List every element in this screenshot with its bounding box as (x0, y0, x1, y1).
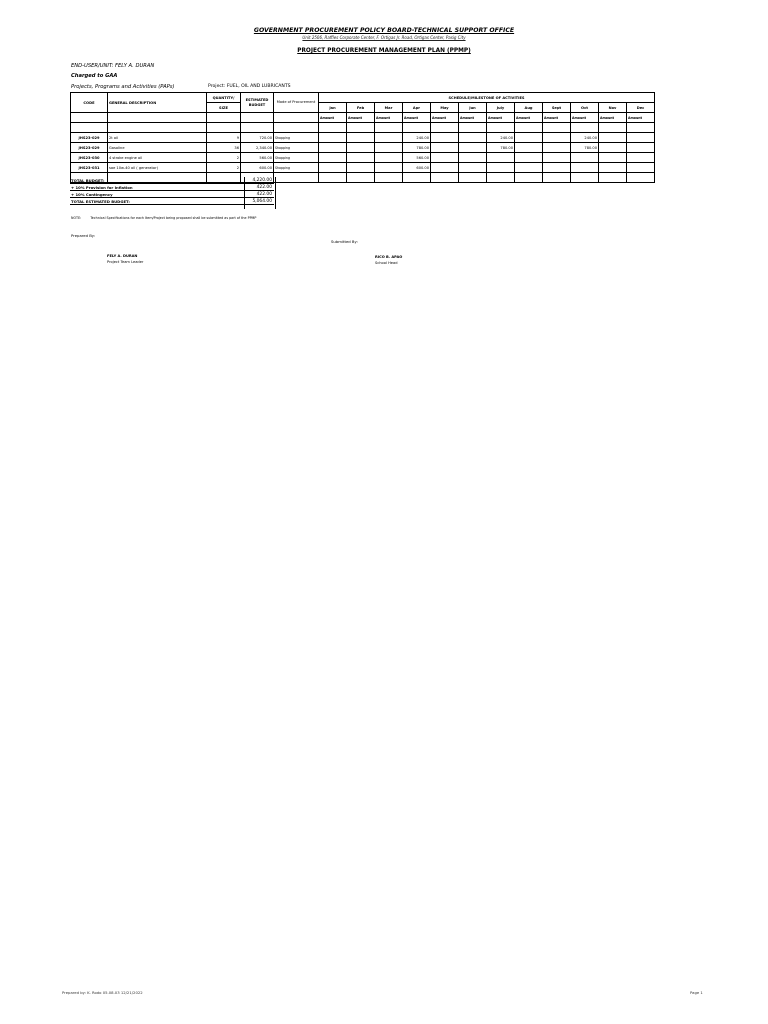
item-description: sae 10w-40 oil ( generator) (108, 163, 207, 173)
amount-label: Amount (515, 113, 543, 123)
month-amount (347, 143, 375, 153)
totals-value-box (244, 177, 276, 209)
note-label: NOTE: (71, 216, 82, 220)
amount-label: Amount (319, 113, 347, 123)
month-amount (431, 143, 459, 153)
item-mode: Shopping (274, 163, 319, 173)
month-header-aug: Aug (515, 103, 543, 113)
submitted-by-name: RICO B. APAO (375, 255, 403, 259)
amount-label: Amount (627, 113, 655, 123)
project-label: Project: FUEL, OIL AND LUBRICANTS (208, 84, 291, 89)
month-amount (319, 163, 347, 173)
month-amount (543, 163, 571, 173)
month-amount (487, 153, 515, 163)
item-budget: 600.00 (241, 163, 274, 173)
paps-label: Projects, Programs and Activities (PAPs) (71, 84, 175, 90)
month-amount (627, 153, 655, 163)
month-amount (515, 153, 543, 163)
inflation-label: + 10% Provision for Inflation (71, 185, 133, 190)
month-amount (599, 143, 627, 153)
submitted-by-label: Submitted By: (331, 239, 358, 244)
amount-label: Amount (431, 113, 459, 123)
month-amount (319, 143, 347, 153)
item-description: Gasoline (108, 143, 207, 153)
schedule-header: SCHEDULE/MILESTONE OF ACTIVITIES (319, 93, 655, 103)
month-amount: 240.00 (571, 133, 599, 143)
month-amount (459, 163, 487, 173)
month-header-feb: Feb (347, 103, 375, 113)
month-amount (599, 133, 627, 143)
item-mode: Shopping (274, 133, 319, 143)
item-code: JHS23-030 (71, 153, 108, 163)
ppmp-table (70, 92, 655, 183)
item-quantity: 2 (207, 163, 241, 173)
month-amount (627, 143, 655, 153)
end-user-label: END-USER/UNIT: FELY A. DURAN (71, 63, 155, 69)
month-amount (515, 143, 543, 153)
page-number: Page 1 (690, 990, 703, 995)
item-code: JHS23-029 (71, 133, 108, 143)
month-header-sept: Sept (543, 103, 571, 113)
month-amount (543, 153, 571, 163)
month-amount (571, 153, 599, 163)
col-size-header: SIZE (207, 103, 241, 113)
note (71, 216, 264, 220)
month-amount (459, 153, 487, 163)
month-amount (627, 163, 655, 173)
table-row (71, 143, 655, 153)
estimated-value: 5,064.00 (252, 199, 272, 204)
month-amount (543, 133, 571, 143)
col-mode-header: Mode of Procurement (274, 93, 319, 113)
item-mode: Shopping (274, 143, 319, 153)
month-amount (375, 133, 403, 143)
month-amount (515, 133, 543, 143)
table-row (71, 153, 655, 163)
item-description: 4 stroke engine oil (108, 153, 207, 163)
month-amount: 780.00 (487, 143, 515, 153)
month-amount (459, 133, 487, 143)
item-budget: 720.00 (241, 133, 274, 143)
month-amount (431, 133, 459, 143)
item-quantity: 9 (207, 133, 241, 143)
col-code-header: CODE (71, 93, 108, 113)
amount-label: Amount (347, 113, 375, 123)
month-amount (599, 163, 627, 173)
month-header-july: July (487, 103, 515, 113)
item-code: JHS23-031 (71, 163, 108, 173)
amount-label: Amount (459, 113, 487, 123)
note-text: Technical Specifications for each Item/Project being proposed shall be submitted as part of the PPMP (90, 216, 257, 220)
contingency-value: 422.00 (256, 192, 272, 197)
table-row (71, 163, 655, 173)
agency-title: GOVERNMENT PROCUREMENT POLICY BOARD-TECHNICAL SUPPORT OFFICE (253, 27, 515, 34)
month-amount (515, 163, 543, 173)
month-amount (375, 153, 403, 163)
amount-label: Amount (487, 113, 515, 123)
item-budget: 2,340.00 (241, 143, 274, 153)
month-amount: 600.00 (403, 163, 431, 173)
inflation-value: 422.00 (256, 185, 272, 190)
month-amount (375, 163, 403, 173)
month-header-jan: Jan (319, 103, 347, 113)
month-amount (459, 143, 487, 153)
charged-to-label: Charged to GAA (71, 73, 118, 79)
month-amount (319, 153, 347, 163)
month-header-nov: Nov (599, 103, 627, 113)
amount-label: Amount (375, 113, 403, 123)
month-header-apr: Apr (403, 103, 431, 113)
month-amount: 780.00 (571, 143, 599, 153)
month-amount (347, 163, 375, 173)
month-amount: 240.00 (487, 133, 515, 143)
month-amount (375, 143, 403, 153)
month-amount (347, 133, 375, 143)
item-code: JHS23-029 (71, 143, 108, 153)
col-qty-header: QUANTITY/ (207, 93, 241, 103)
contingency-label: + 10% Contingency (71, 192, 113, 197)
month-amount (543, 143, 571, 153)
month-amount (431, 163, 459, 173)
month-amount: 240.00 (403, 133, 431, 143)
plan-title: PROJECT PROCUREMENT MANAGEMENT PLAN (PPMP) (297, 48, 471, 54)
month-header-may: May (431, 103, 459, 113)
month-amount (627, 133, 655, 143)
month-amount (431, 153, 459, 163)
item-quantity: 36 (207, 143, 241, 153)
amount-label: Amount (571, 113, 599, 123)
item-description: 2t oil (108, 133, 207, 143)
month-header-mar: Mar (375, 103, 403, 113)
month-header-jun: Jun (459, 103, 487, 113)
total-budget-value: 4,220.00 (252, 178, 272, 183)
month-header-oct: Oct (571, 103, 599, 113)
item-mode: Shopping (274, 153, 319, 163)
month-amount (599, 153, 627, 163)
amount-label: Amount (543, 113, 571, 123)
month-amount (319, 133, 347, 143)
prepared-by-name: FELY A. DURAN (107, 254, 138, 258)
prepared-by-label: Prepared By: (71, 233, 96, 238)
total-budget-label: TOTAL BUDGET: (71, 178, 105, 183)
amount-label: Amount (403, 113, 431, 123)
estimated-label: TOTAL ESTIMATED BUDGET: (71, 199, 130, 204)
month-header-dec: Dec (627, 103, 655, 113)
month-amount (347, 153, 375, 163)
agency-address: Unit 2506, Raffles Corporate Center, F. Ortigas Jr. Road, Ortigas Center, Pasig City (302, 35, 466, 40)
prepared-by-title: Project Team Leader (107, 260, 144, 264)
month-amount (487, 163, 515, 173)
submitted-by-title: School Head (375, 261, 398, 265)
item-quantity: 2 (207, 153, 241, 163)
month-amount (571, 163, 599, 173)
month-amount: 560.00 (403, 153, 431, 163)
footer-prepared-info: Prepared by: K. Rodo 05.08.03 12/21/2022 (62, 990, 143, 995)
col-desc-header: GENERAL DESCRIPTION (108, 93, 207, 113)
col-budget-header: ESTIMATED BUDGET (241, 93, 274, 113)
amount-label: Amount (599, 113, 627, 123)
month-amount: 780.00 (403, 143, 431, 153)
item-budget: 560.00 (241, 153, 274, 163)
table-row (71, 133, 655, 143)
